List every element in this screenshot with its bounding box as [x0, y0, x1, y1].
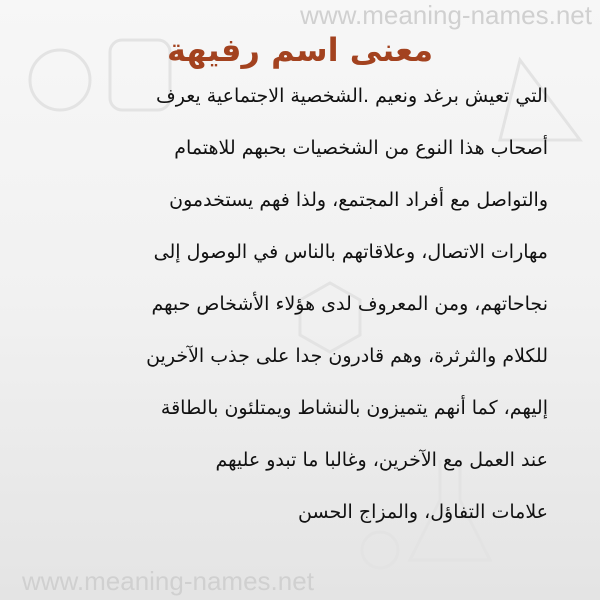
- page-title: معنى اسم رفيهة: [166, 31, 434, 69]
- watermark-bottom: www.meaning-names.net: [22, 566, 314, 596]
- meaning-text: [28, 76, 548, 544]
- text-line: والتواصل مع أفراد المجتمع، ولذا فهم يستخدمون: [169, 189, 548, 211]
- text-line: أصحاب هذا النوع من الشخصيات بحبهم للاهتمام: [174, 137, 548, 159]
- text-line: عند العمل مع الآخرين، وغالبا ما تبدو عليهم: [215, 449, 548, 471]
- text-line: إليهم، كما أنهم يتميزون بالنشاط ويمتلئون بالطاقة: [160, 397, 548, 419]
- watermark-top: www.meaning-names.net: [300, 0, 592, 30]
- text-line: التي تعيش برغد ونعيم .الشخصية الاجتماعية يعرف: [156, 85, 548, 107]
- text-line: علامات التفاؤل، والمزاج الحسن: [298, 501, 548, 523]
- text-line: مهارات الاتصال، وعلاقاتهم بالناس في الوصول إلى: [153, 241, 548, 263]
- text-line: للكلام والثرثرة، وهم قادرون جدا على جذب الآخرين: [146, 345, 548, 367]
- text-line: نجاحاتهم، ومن المعروف لدى هؤلاء الأشخاص حبهم: [151, 293, 548, 315]
